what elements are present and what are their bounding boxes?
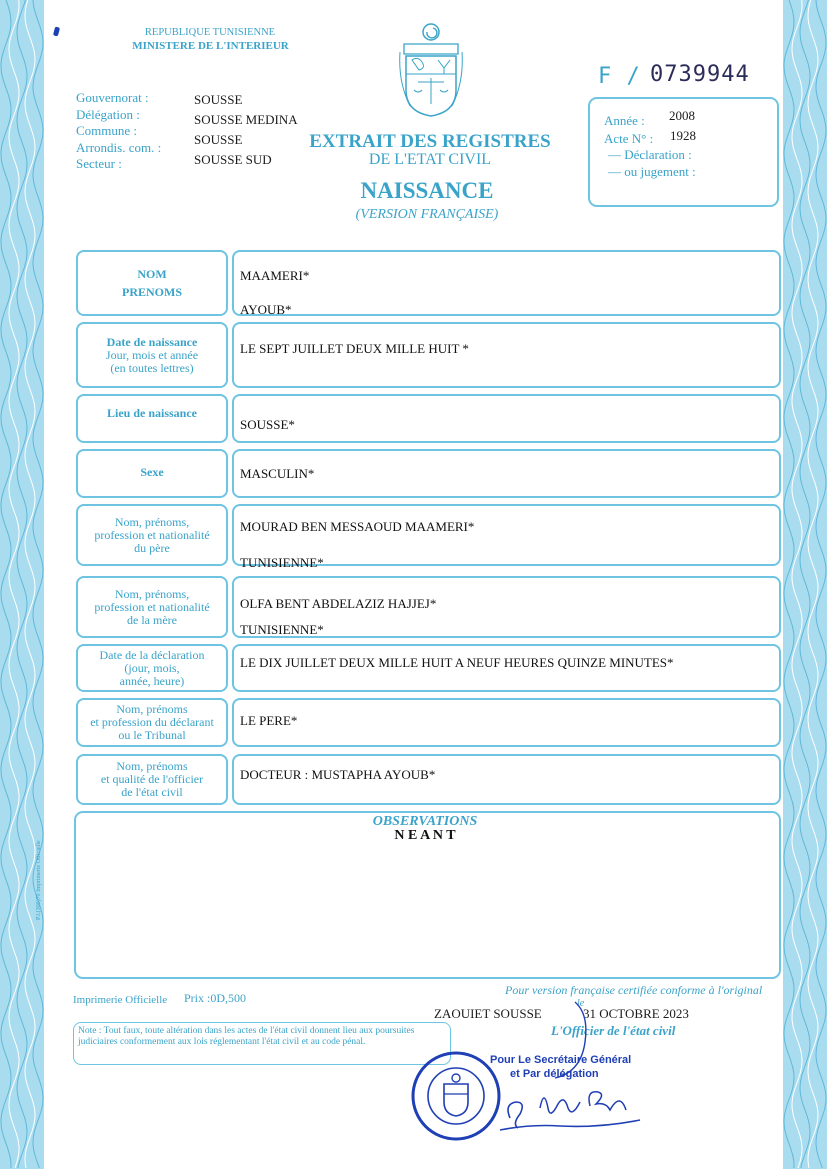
lieu-naissance-text: SOUSSE*: [240, 417, 295, 432]
nom-prenoms-label: [76, 250, 228, 316]
le-label: le: [577, 998, 585, 1009]
lieu-naissance-label-text: Lieu de naissance: [106, 406, 197, 420]
left-guilloche-border: [0, 0, 44, 1169]
date-declaration-label-2: (jour, mois,: [124, 660, 180, 675]
date-naissance-label-2: Jour, mois et année: [105, 347, 199, 362]
pere-label: [76, 504, 228, 566]
legal-note: Note : Tout faux, toute altération dans les actes de l'état civil donnent lieu aux poursuites judiciaires conformement aux lois réglementant l'état civil et au code pénal.: [73, 1022, 451, 1065]
date-declaration-value: [232, 644, 781, 692]
admin-label-commune: Commune :: [76, 123, 138, 138]
observations-title: OBSERVATIONS: [372, 814, 478, 829]
admin-value-commune: SOUSSE: [194, 132, 243, 147]
title-line1: EXTRAIT DES REGISTRES: [309, 131, 551, 152]
officier-text: DOCTEUR : MUSTAPHA AYOUB*: [240, 767, 436, 782]
date-naissance-label-1: Date de naissance: [106, 334, 198, 349]
serial-prefix: F /: [598, 64, 641, 89]
prenoms-label: PRENOMS: [122, 284, 182, 299]
nom-label: NOM: [137, 266, 167, 281]
date-declaration-text: LE DIX JUILLET DEUX MILLE HUIT A NEUF HEURES QUINZE MINUTES*: [240, 655, 674, 670]
mere-name: OLFA BENT ABDELAZIZ HAJJEJ*: [240, 596, 437, 611]
annee-label: Année :: [604, 113, 645, 128]
title-line2: DE L'ETAT CIVIL: [368, 151, 492, 168]
jugement-label: — ou jugement :: [608, 164, 696, 179]
declarant-text: LE PERE*: [240, 713, 298, 728]
right-guilloche-border: [783, 0, 827, 1169]
title-version: (VERSION FRANÇAISE): [355, 207, 499, 222]
mere-label-1: Nom, prénoms,: [114, 586, 190, 601]
place-text: ZAOUIET SOUSSE: [434, 1006, 542, 1021]
pere-value: [232, 504, 781, 570]
pere-name: MOURAD BEN MESSAOUD MAAMERI*: [240, 519, 475, 534]
sexe-text: MASCULIN*: [240, 466, 315, 481]
mere-label-3: de la mère: [127, 612, 177, 627]
side-print-mark: P.I.(300)70 Imprimerie Officielle: [36, 840, 42, 920]
serial-number: 0739944: [650, 62, 750, 87]
mere-label-2: profession et nationalité: [94, 599, 210, 614]
republic-label: REPUBLIQUE TUNISIENNE: [144, 27, 276, 38]
declarant-label: [76, 698, 228, 747]
observations-value: N E A N T: [394, 828, 456, 843]
stamp-line2: et Par délégation: [510, 1068, 599, 1080]
date-text: 31 OCTOBRE 2023: [583, 1006, 689, 1021]
admin-values: [194, 90, 298, 170]
lieu-naissance-value: [232, 394, 781, 443]
prix-label: Prix :0D,500: [184, 991, 247, 1005]
declarant-value: [232, 698, 781, 747]
handwritten-signature: [470, 1000, 660, 1150]
officier-value: [232, 754, 781, 805]
declaration-label: — Déclaration :: [608, 147, 692, 162]
sexe-label-text: Sexe: [140, 465, 164, 479]
acte-label: Acte N° :: [604, 131, 654, 146]
declarant-label-2: et profession du déclarant: [90, 715, 214, 729]
officier-label-3: de l'état civil: [121, 785, 183, 799]
imprimerie-label: Imprimerie Officielle: [73, 994, 168, 1006]
pere-label-3: du père: [134, 540, 170, 555]
certified-text: Pour version française certifiée conforme à l'original: [505, 983, 763, 997]
nom-value: MAAMERI*: [240, 268, 310, 283]
admin-label-arrondissement: Arrondis. com. :: [76, 139, 162, 155]
officier-label-1: Nom, prénoms: [116, 759, 188, 773]
date-declaration-label-1: Date de la déclaration: [99, 647, 205, 662]
officier-label: [76, 754, 228, 805]
lieu-naissance-label: [76, 394, 228, 443]
admin-value-gouvernorat: SOUSSE: [194, 92, 243, 107]
date-declaration-label-3: année, heure): [119, 673, 185, 688]
admin-value-arrondissement: SOUSSE SUD: [194, 152, 272, 167]
admin-label-secteur: Secteur :: [76, 156, 122, 171]
pere-label-2: profession et nationalité: [94, 527, 210, 542]
sexe-value: [232, 449, 781, 498]
date-naissance-label: [76, 322, 228, 388]
officier-label-2: et qualité de l'officier: [100, 772, 204, 786]
ministry-label: MINISTERE DE L'INTERIEUR: [132, 40, 289, 52]
stamp-line1: Pour Le Secrétaire Général: [490, 1054, 632, 1066]
declarant-label-3: ou le Tribunal: [118, 728, 186, 742]
admin-labels: [76, 90, 161, 173]
officer-title: L'Officier de l'état civil: [551, 1023, 676, 1038]
title-naissance: NAISSANCE: [360, 178, 494, 203]
mere-value: [232, 576, 781, 638]
declarant-label-1: Nom, prénoms: [116, 702, 188, 716]
pere-label-1: Nom, prénoms,: [114, 514, 190, 529]
annee-value: 2008: [669, 108, 695, 123]
acte-value: 1928: [670, 128, 696, 143]
date-naissance-label-3: (en toutes lettres): [110, 360, 194, 375]
date-declaration-label: [76, 644, 228, 692]
pere-nationality: TUNISIENNE*: [240, 555, 324, 570]
date-naissance-text: LE SEPT JUILLET DEUX MILLE HUIT *: [240, 341, 469, 356]
mere-nationality: TUNISIENNE*: [240, 622, 324, 637]
admin-value-delegation: SOUSSE MEDINA: [194, 112, 298, 127]
prenoms-value: AYOUB*: [240, 302, 292, 317]
nom-prenoms-value: [232, 250, 781, 316]
admin-label-delegation: Délégation :: [76, 106, 140, 122]
date-naissance-value: [232, 322, 781, 388]
tunisia-coat-of-arms-icon: [398, 22, 464, 118]
mere-label: [76, 576, 228, 638]
admin-label-gouvernorat: Gouvernorat :: [76, 90, 149, 105]
sexe-label: [76, 449, 228, 498]
